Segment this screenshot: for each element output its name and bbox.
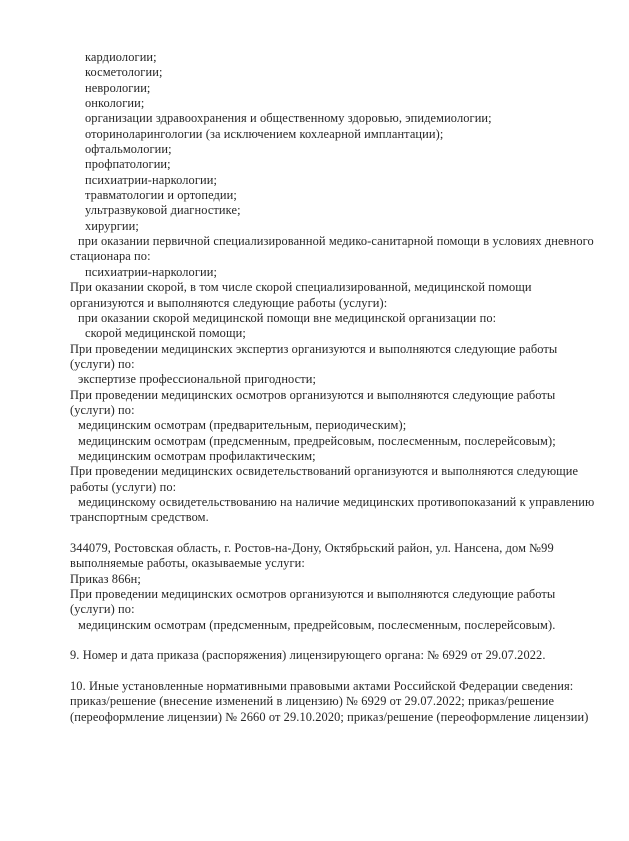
text-line: онкологии;	[85, 96, 145, 111]
text-line: 9. Номер и дата приказа (распоряжения) лицензирующего органа: № 6929 от 29.07.2022.	[70, 648, 546, 663]
text-line: работы (услуги) по:	[70, 479, 177, 494]
text-line: При проведении медицинских осмотров организуются и выполняются следующие работы	[70, 587, 556, 602]
text-line: профпатологии;	[85, 157, 171, 172]
text-line: ультразвуковой диагностике;	[85, 203, 241, 218]
text-line: психиатрии-наркологии;	[85, 172, 218, 187]
text-line: оториноларингологии (за исключением кохлеарной имплантации);	[85, 126, 444, 141]
text-line: стационара по:	[70, 249, 151, 264]
text-line: медицинским осмотрам (предварительным, периодическим);	[78, 418, 407, 433]
text-line: выполняемые работы, оказываемые услуги:	[70, 556, 305, 571]
text-line: хирургии;	[85, 218, 139, 233]
text-line: экспертизе профессиональной пригодности;	[78, 372, 317, 387]
text-line: (переоформление лицензии) № 2660 от 29.10.2020; приказ/решение (переоформление лицензии)	[70, 709, 589, 724]
text-line: При оказании скорой, в том числе скорой специализированной, медицинской помощи	[70, 280, 532, 295]
text-line: медицинским осмотрам (предсменным, предрейсовым, послесменным, послерейсовым).	[78, 617, 556, 632]
text-line: транспортным средством.	[70, 510, 209, 525]
text-line: приказ/решение (внесение изменений в лицензию) № 6929 от 29.07.2022; приказ/решение	[70, 694, 555, 709]
text-line: 10. Иные установленные нормативными правовыми актами Российской Федерации сведения:	[70, 679, 574, 694]
text-line: (услуги) по:	[70, 402, 135, 417]
text-line: организуются и выполняются следующие работы (услуги):	[70, 295, 388, 310]
text-line: неврологии;	[85, 80, 151, 95]
blank-line	[70, 664, 599, 679]
text-line: (услуги) по:	[70, 356, 135, 371]
text-line: При проведении медицинских освидетельствований организуются и выполняются следующие	[70, 464, 579, 479]
text-line: скорой медицинской помощи;	[85, 326, 246, 341]
text-line: медицинским осмотрам (предсменным, предрейсовым, послесменным, послерейсовым);	[78, 433, 556, 448]
text-line: психиатрии-наркологии;	[85, 264, 218, 279]
text-line: кардиологии;	[85, 50, 157, 64]
text-line: 344079, Ростовская область, г. Ростов-на-Дону, Октябрьский район, ул. Нансена, дом №99	[70, 541, 554, 555]
text-line: травматологии и ортопедии;	[85, 188, 237, 203]
text-line: при оказании первичной специализированной медико-санитарной помощи в условиях дневного	[78, 234, 594, 249]
blank-line	[70, 633, 599, 648]
text-line: (услуги) по:	[70, 602, 135, 617]
text-line: косметологии;	[85, 65, 163, 80]
text-line: при оказании скорой медицинской помощи вне медицинской организации по:	[78, 310, 497, 325]
text-line: При проведении медицинских экспертиз организуются и выполняются следующие работы	[70, 341, 558, 356]
document-body	[70, 50, 599, 725]
text-line: офтальмологии;	[85, 142, 172, 157]
text-line: медицинскому освидетельствованию на наличие медицинских противопоказаний к управлению	[78, 494, 595, 509]
text-line: медицинским осмотрам профилактическим;	[78, 448, 316, 463]
text-line: Приказ 866н;	[70, 571, 141, 586]
text-line: При проведении медицинских осмотров организуются и выполняются следующие работы	[70, 387, 556, 402]
text-line: организации здравоохранения и общественному здоровью, эпидемиологии;	[85, 111, 492, 126]
blank-line	[70, 526, 599, 541]
